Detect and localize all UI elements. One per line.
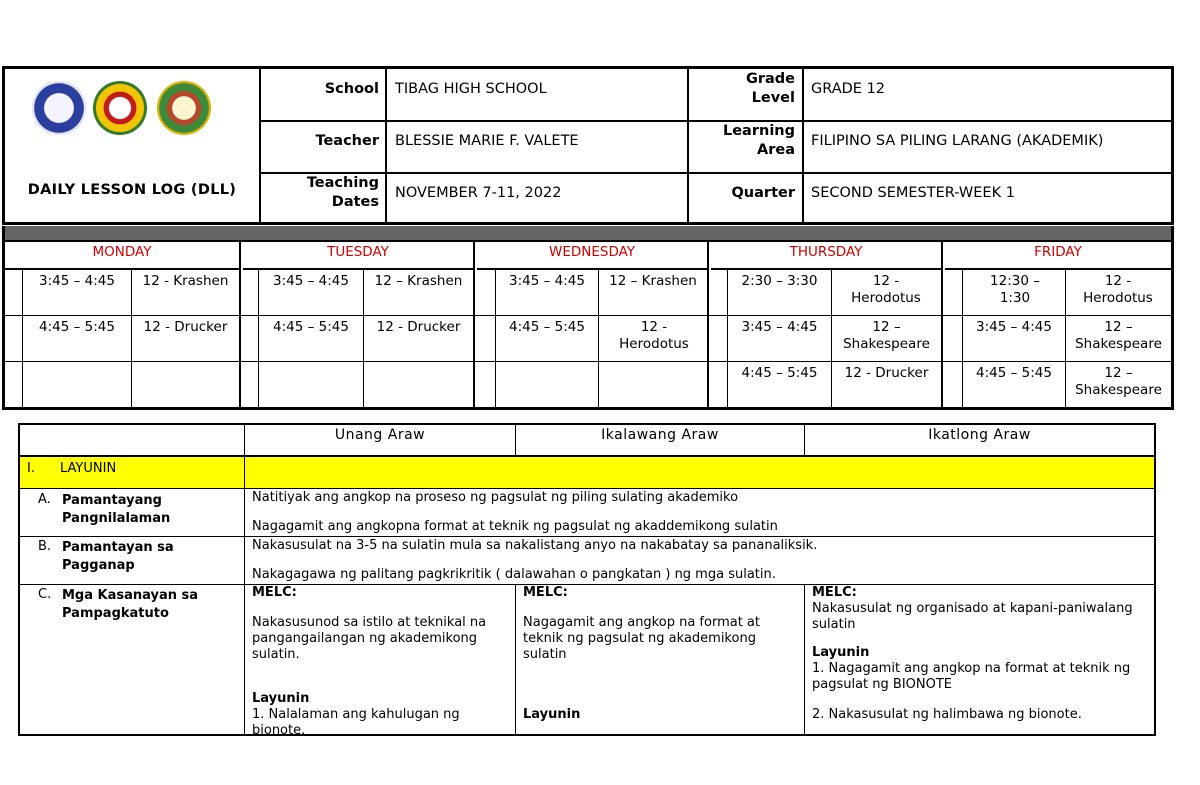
divider [515,584,516,734]
schedule-time: 3:45 – 4:45 [741,319,818,335]
schedule-time: 4:45 – 5:45 [509,319,585,335]
schedule-time: 12:30 – 1:30 [990,273,1040,306]
schedule-section: 12 - Herodotus [619,319,689,352]
divider [259,69,261,222]
divider [20,488,1154,489]
lesson-objectives-table [18,423,1156,736]
schedule-section: 12 – Shakespeare [843,319,930,352]
divider [385,69,387,222]
teacher-label: Teacher [315,133,379,149]
deped-seal-icon [32,81,86,135]
objective-item: 1. Nalalaman ang kahulugan ng bionote. [252,707,460,738]
schedule-time: 4:45 – 5:45 [273,319,349,335]
schedule-time: 3:45 – 4:45 [509,273,585,289]
pamantayang-pangnilalaman-label: Pamantayang Pangnilalaman [62,493,171,526]
mga-kasanayan-label: Mga Kasanayan sa Pampagkatuto [62,588,199,621]
day2-competencies [523,585,791,723]
schedule-time: 4:45 – 5:45 [39,319,115,335]
division-seal-icon [93,81,147,135]
layunin-label: Layunin [812,645,870,660]
schedule-section: 12 - Drucker [376,319,461,335]
pamantayan-sa-pagganap-label: Pamantayan sa Pagganap [62,540,174,573]
page-title: DAILY LESSON LOG (DLL) [27,182,237,198]
divider [941,242,943,407]
row-letter: B. [38,539,52,554]
schedule-section: 12 - Drucker [143,319,228,335]
divider [259,172,1171,174]
column-header-day2: Ikalawang Araw [601,427,719,443]
objective-item: 1. Nagagamit ang angkop na format at teknik ng pagsulat ng BIONOTE [812,661,1131,692]
schedule-section: 12 - Herodotus [851,273,921,306]
column-header-day3: Ikatlong Araw [928,427,1031,443]
school-label: School [324,81,379,97]
day3-competencies [812,585,1142,723]
divider [363,270,364,407]
divider [598,270,599,407]
divider [5,361,1171,362]
objective-item: 2. Nakasusulat ng halimbawa ng bionote. [812,707,1082,722]
day1-competencies [252,585,507,739]
divider [727,270,728,407]
melc-text: Nakasusunod sa istilo at teknikal na pangangailangan ng akademikong sulatin. [252,615,487,662]
layunin-label: Layunin [252,691,310,706]
divider [20,536,1154,537]
lesson-log-header [2,66,1174,225]
divider [258,270,259,407]
quarter-label: Quarter [731,185,795,201]
schedule-section: 12 – Shakespeare [1075,319,1162,352]
schedule-time: 3:45 – 4:45 [39,273,115,289]
learning-area-label: Learning Area [722,123,795,158]
schedule-time: 3:45 – 4:45 [273,273,349,289]
divider [802,69,804,222]
melc-label: MELC: [812,585,857,600]
divider [473,242,475,407]
divider [707,242,709,407]
row-letter: A. [38,492,51,507]
teaching-dates-value: NOVEMBER 7-11, 2022 [395,185,562,201]
teacher-value: BLESSIE MARIE F. VALETE [395,133,579,149]
schedule-section: 12 - Herodotus [1083,273,1153,306]
day-header-thursday: THURSDAY [711,242,941,270]
divider [131,270,132,407]
section-number: I. [27,461,35,476]
day-header-wednesday: WEDNESDAY [477,242,707,270]
layunin-highlight-bar [245,457,1154,488]
melc-text: Nakasusulat ng organisado at kapani-paniwalang sulatin [812,601,1133,632]
schedule-time: 4:45 – 5:45 [741,365,818,381]
schedule-section: 12 – Shakespeare [1075,365,1162,398]
performance-standard-line2: Nakagagawa ng palitang pagkrikritik ( dalawahan o pangkatan ) ng mga sulatin. [252,567,776,582]
schedule-section: 12 – Krashen [609,273,697,289]
school-value: TIBAG HIGH SCHOOL [395,81,547,97]
schedule-time: 2:30 – 3:30 [741,273,818,289]
grade-level-value: GRADE 12 [811,81,886,97]
schedule-section: 12 - Krashen [142,273,229,289]
divider [687,69,689,222]
divider [962,270,963,407]
divider [239,242,241,407]
day-header-friday: FRIDAY [945,242,1171,270]
weekly-schedule [2,240,1174,410]
school-seal-icon [157,81,211,135]
column-header-day1: Unang Araw [334,427,426,443]
melc-text: Nagagamit ang angkop na format at teknik ng pagsulat ng akademikong sulatin [523,615,760,662]
schedule-time: 3:45 – 4:45 [976,319,1052,335]
section-label: LAYUNIN [60,461,117,476]
divider [495,270,496,407]
schedule-section: 12 – Krashen [374,273,463,289]
day-header-tuesday: TUESDAY [243,242,473,270]
divider [5,315,1171,316]
divider [22,270,23,407]
teaching-dates-label: Teaching Dates [306,175,379,210]
content-standard-line2: Nagagamit ang angkopna format at teknik ng pagsulat ng akaddemikong sulatin [252,519,778,534]
learning-area-value: FILIPINO SA PILING LARANG (AKADEMIK) [811,133,1104,149]
melc-label: MELC: [523,585,568,600]
performance-standard-line1: Nakasusulat na 3-5 na sulatin mula sa nakalistang anyo na nakabatay sa pananaliksik. [252,538,818,553]
separator-band [2,226,1174,240]
row-letter: C. [38,587,52,602]
schedule-time: 4:45 – 5:45 [976,365,1052,381]
layunin-label: Layunin [523,707,581,722]
divider [804,584,805,734]
day-header-monday: MONDAY [5,242,239,270]
schedule-section: 12 - Drucker [844,365,929,381]
quarter-value: SECOND SEMESTER-WEEK 1 [811,185,1015,201]
layunin-heading-cell [20,457,244,488]
melc-label: MELC: [252,585,297,600]
grade-level-label: Grade Level [745,71,795,106]
content-standard-line1: Natitiyak ang angkop na proseso ng pagsulat ng piling sulating akademiko [252,490,739,505]
